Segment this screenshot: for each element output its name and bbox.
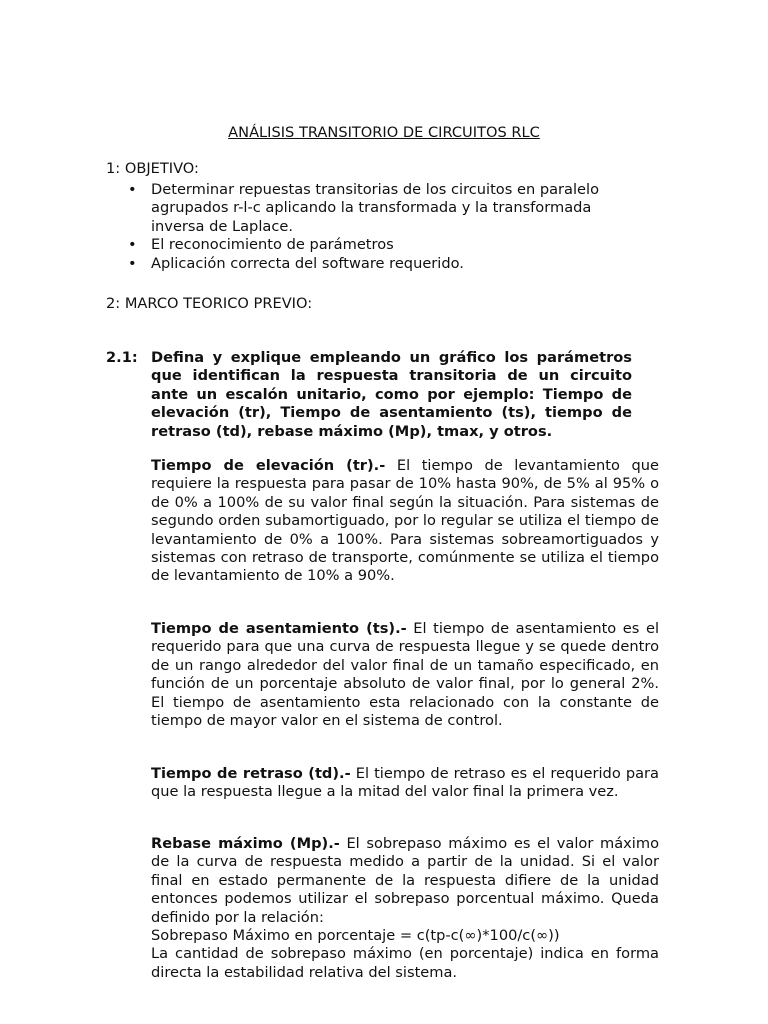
objetivo-heading: 1: OBJETIVO: bbox=[106, 160, 199, 177]
paragraph-td bbox=[151, 765, 659, 802]
paragraph-ts bbox=[151, 620, 659, 730]
objetivos-list bbox=[106, 181, 636, 273]
list-item bbox=[106, 236, 636, 254]
paragraph-lead: Tiempo de retraso (td).- bbox=[151, 765, 351, 782]
question-block bbox=[106, 349, 632, 441]
list-item bbox=[106, 255, 636, 273]
paragraph-mp bbox=[151, 835, 659, 982]
paragraph-body: La cantidad de sobrepaso máximo (en porcentaje) indica en forma directa la estabilidad relativa del sistema. bbox=[151, 945, 659, 981]
paragraph-lead: Rebase máximo (Mp).- bbox=[151, 835, 340, 852]
question-number: 2.1: bbox=[106, 349, 138, 366]
paragraph-lead: Tiempo de asentamiento (ts).- bbox=[151, 620, 407, 637]
bullet-icon: • bbox=[128, 236, 137, 254]
bullet-icon: • bbox=[128, 181, 137, 198]
paragraph-tr bbox=[151, 457, 659, 586]
paragraph-body: El sobrepaso máximo es el valor máximo de la curva de respuesta medido a partir de la unidad. Si el valor final en estado permanente de la respuesta difiere de la unidad entonces podemos utilizar el sobrepaso porcentual máximo. Queda definido por la relación: bbox=[151, 835, 659, 926]
paragraph-lead: Tiempo de elevación (tr).- bbox=[151, 457, 386, 474]
marco-heading: 2: MARCO TEORICO PREVIO: bbox=[106, 295, 313, 312]
list-item bbox=[106, 181, 636, 236]
list-item-text: Determinar repuestas transitorias de los circuitos en paralelo agrupados r-l-c aplicando la transformada y la transformada inversa de Laplace. bbox=[151, 181, 600, 235]
overshoot-formula: Sobrepaso Máximo en porcentaje = c(tp-c(∞)*100/c(∞)) bbox=[151, 927, 560, 945]
document-title: ANÁLISIS TRANSITORIO DE CIRCUITOS RLC bbox=[228, 124, 540, 141]
list-item-text: El reconocimiento de parámetros bbox=[151, 236, 394, 254]
bullet-icon: • bbox=[128, 254, 137, 272]
paragraph-body: El tiempo de retraso es el requerido para que la respuesta llegue a la mitad del valor final la primera vez. bbox=[151, 765, 659, 801]
question-text: Defina y explique empleando un gráfico los parámetros que identifican la respuesta transitoria de un circuito ante un escalón unitario, como por ejemplo: Tiempo de elevación (tr), Tiempo de asentamiento (ts), tiempo de retraso (td), rebase máximo (Mp), tmax, y otros. bbox=[151, 349, 632, 440]
list-item-text: Aplicación correcta del software requerido. bbox=[151, 254, 464, 272]
paragraph-body: El tiempo de asentamiento es el requerido para que una curva de respuesta llegue y se quede dentro de un rango alrededor del valor final de un tamaño especificado, en función de un porcentaje absoluto de valor final, por lo general 2%. El tiempo de asentamiento esta relacionado con la constante de tiempo de mayor valor en el sistema de control. bbox=[151, 620, 659, 730]
paragraph-body: El tiempo de levantamiento que requiere la respuesta para pasar de 10% hasta 90%, de 5% al 95% o de 0% a 100% de su valor final según la situación. Para sistemas de segundo orden subamortiguado, por lo regular se utiliza el tiempo de levantamiento de 0% a 100%. Para sistemas sobreamortiguados y sistemas con retraso de transporte, comúnmente se utiliza el tiempo de levantamiento de 10% a 90%. bbox=[151, 457, 660, 585]
